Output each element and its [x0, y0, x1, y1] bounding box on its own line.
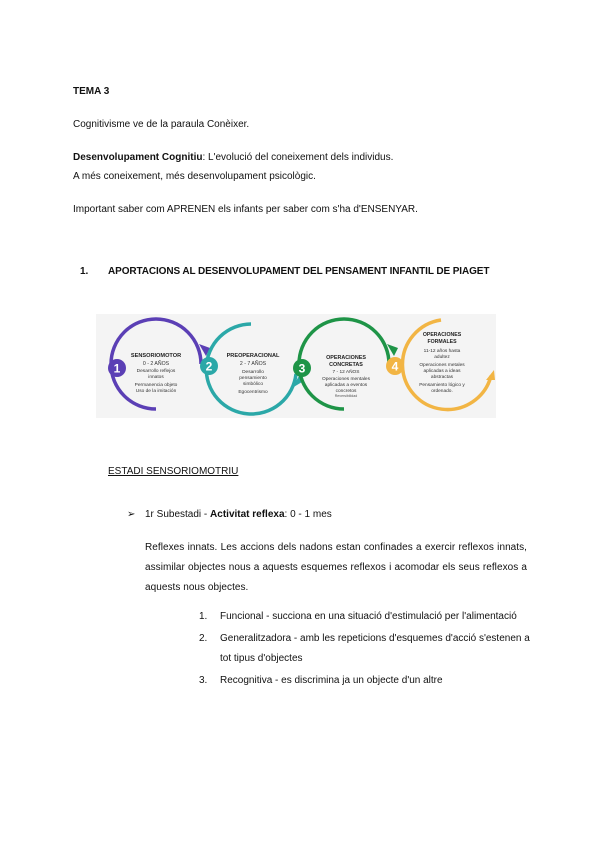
stage-4-number: 4 — [391, 359, 399, 374]
stage-4-line-4: aplicadas a ideas — [423, 369, 461, 374]
knowledge-line: A més coneixement, més desenvolupament psicològic. — [73, 171, 316, 182]
intro-line: Cognitivisme ve de la paraula Conèixer. — [73, 119, 250, 130]
substage-line — [145, 509, 332, 520]
stage-2-line-2: Desarrollo — [242, 370, 264, 375]
stage-1-title: SENSORIOMOTOR — [130, 353, 182, 359]
definition-text: : L'evolució del coneixement dels individus. — [202, 152, 394, 163]
stage-3-title: OPERACIONES — [326, 355, 366, 361]
substage-age: : 0 - 1 mes — [284, 509, 332, 520]
stage-1-line-4: Permanencia objeto — [134, 383, 178, 388]
stage-1-number: 1 — [113, 361, 121, 376]
stage-4-line-1: 11-12 años hasta — [423, 349, 461, 354]
stage-4-line-5: abstractas — [430, 375, 454, 380]
stage-2-line-3: pensamiento — [239, 376, 267, 381]
list-item-continuation: tot tipus d'objectes — [220, 653, 303, 664]
stage-3-number: 3 — [298, 361, 306, 376]
stage-3-line-4: concretos — [335, 389, 357, 394]
piaget-stages-diagram — [96, 314, 496, 418]
stage-4-line-2: adultez — [434, 355, 450, 360]
stage-3-line-5: Reversibilidad — [334, 394, 358, 398]
list-item-number: 3. — [199, 675, 208, 686]
subsection-title: ESTADI SENSORIOMOTRIU — [108, 466, 239, 477]
stage-3-line-2: Operaciones mentales — [322, 377, 370, 382]
stage-1-line-5: Uso de la imitación — [135, 389, 177, 394]
stage-4-line-3: Operaciones metales — [419, 363, 465, 368]
section-number: 1. — [80, 266, 89, 277]
section-title: APORTACIONS AL DESENVOLUPAMENT DEL PENSAMENT INFANTIL DE PIAGET — [108, 266, 490, 277]
stage-3-line-1: 7 - 12 AÑOS — [332, 370, 360, 375]
stage-2-number: 2 — [205, 359, 213, 374]
definition-term: Desenvolupament Cognitiu — [73, 152, 203, 163]
list-item-text: Funcional - succiona en una situació d'estimulació per l'alimentació — [220, 611, 517, 622]
stage-4-title-2: FORMALES — [427, 339, 457, 345]
stage-3-title-2: CONCRETAS — [329, 362, 363, 368]
list-item — [199, 675, 539, 695]
stage-4-line-7: ordenado. — [431, 389, 453, 394]
substage-prefix: 1r Subestadi - — [145, 509, 211, 520]
list-item-text: Generalitzadora - amb les repeticions d'esquemes d'acció s'estenen a — [220, 633, 530, 644]
reflexes-paragraph: Reflexes innats. Les accions dels nadons estan confinades a exercir reflexos innats, assimilar objectes nous a aquests esquemes reflexos i acomodar els seus reflexos a aquests nous objectes. — [145, 542, 527, 593]
stage-1-line-1: 0 - 2 AÑOS — [142, 361, 170, 367]
stage-2-line-4: simbólico — [243, 382, 263, 387]
stage-2-line-1: 2 - 7 AÑOS — [239, 361, 267, 367]
stage-1-line-3: innatos — [148, 375, 164, 380]
list-item-number: 1. — [199, 611, 208, 622]
bullet-symbol: ➢ — [127, 509, 136, 520]
stage-3-line-3: aplicadas a eventos — [324, 383, 368, 388]
list-item — [199, 611, 539, 631]
stage-4-line-6: Pensamiento lógico y — [419, 383, 465, 388]
doc-title: TEMA 3 — [73, 86, 110, 97]
stage-2-line-5: Egocentrismo — [238, 390, 268, 395]
definition-line — [73, 152, 393, 163]
list-item-text: Recognitiva - es discrimina ja un objecte d'un altre — [220, 675, 443, 686]
stage-2-title: PREOPERACIONAL — [226, 353, 280, 359]
stage-4-title: OPERACIONES — [422, 332, 462, 338]
stage-1-line-2: Desarrollo reflejos — [136, 369, 176, 374]
important-line: Important saber com APRENEN els infants per saber com s'ha d'ENSENYAR. — [73, 204, 418, 215]
substage-name: Activitat reflexa — [210, 509, 285, 520]
list-item — [199, 633, 539, 673]
list-item-number: 2. — [199, 633, 208, 644]
